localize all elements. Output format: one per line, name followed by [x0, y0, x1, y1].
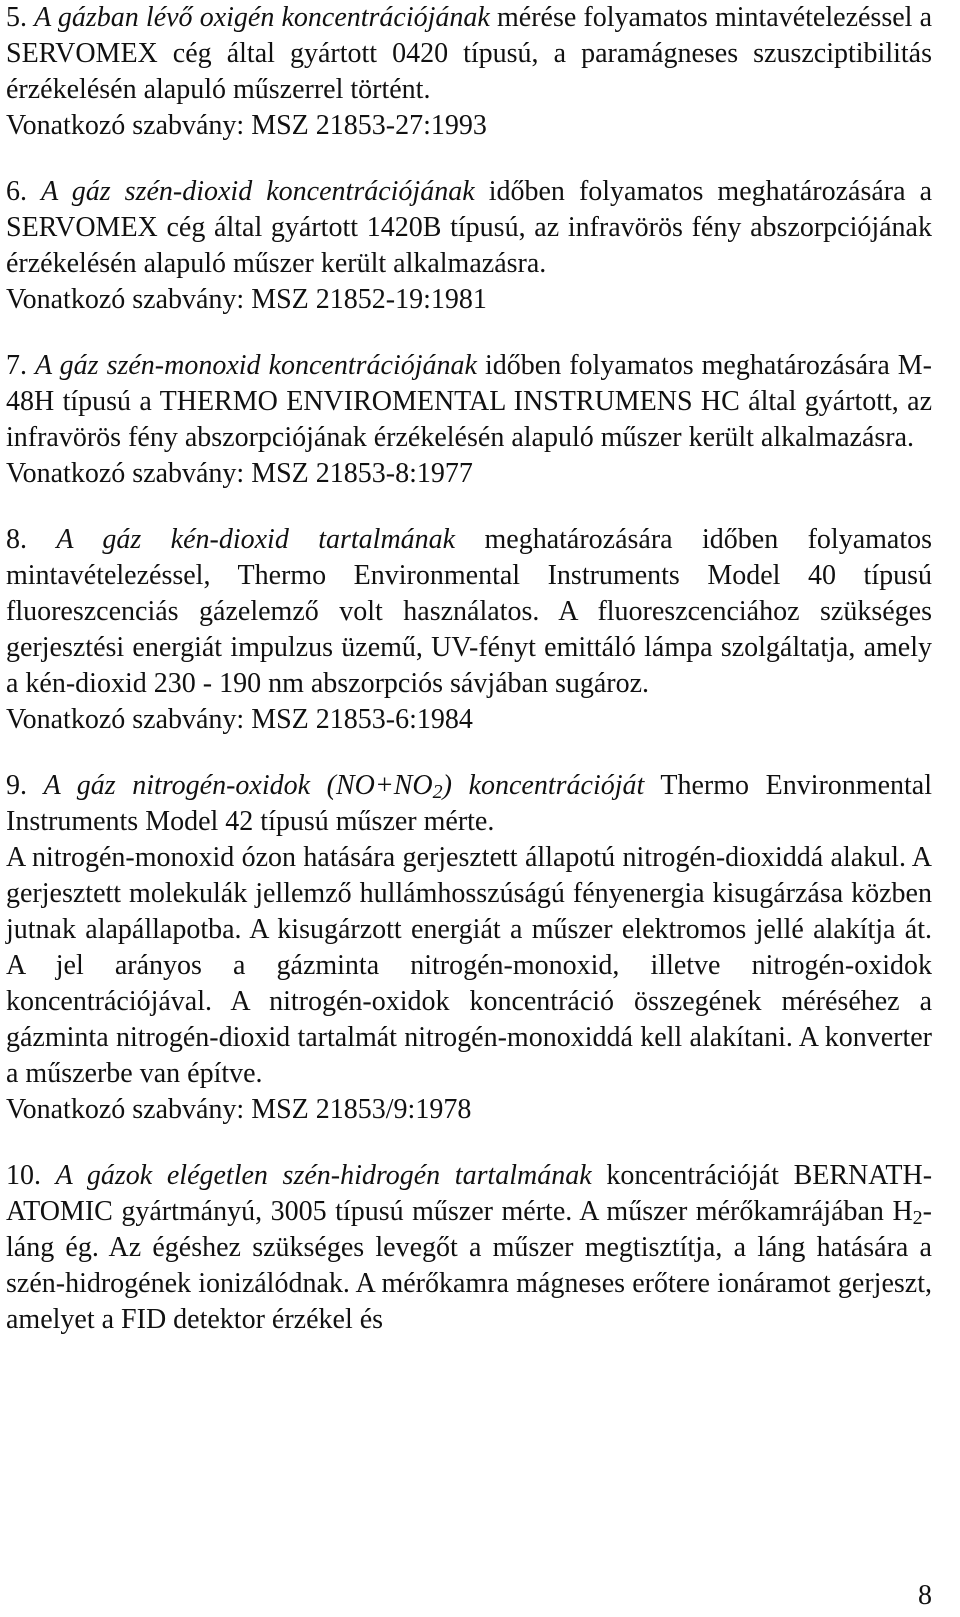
- item-5-paragraph: [6, 0, 932, 108]
- item-text: meghatározására időben folyamatos mintavételezéssel, Thermo Environmental Instruments Model 40 típusú fluoreszcenciás gázelemző volt használatos. A fluoreszcenciához szükséges gerjesztési energiát impulzus üzemű, UV-fényt emittáló lámpa szolgáltatja, amely a kén-dioxid 230 - 190 nm abszorpciós sávjában sugároz.: [6, 524, 932, 699]
- standard-reference: Vonatkozó szabvány: MSZ 21853-6:1984: [6, 704, 473, 735]
- item-number: 7.: [6, 350, 27, 381]
- item-lead: A gáz szén-monoxid koncentrációjának: [35, 350, 477, 381]
- item-text: időben folyamatos meghatározására a SERVOMEX cég által gyártott 1420B típusú, az infravörös fény abszorpciójának érzékelésén alapuló műszer került alkalmazásra.: [6, 176, 932, 279]
- item-number: 9.: [6, 770, 27, 801]
- standard-reference: Vonatkozó szabvány: MSZ 21852-19:1981: [6, 284, 487, 315]
- item-9-paragraph: [6, 768, 932, 840]
- item-10-paragraph: [6, 1158, 932, 1338]
- item-7-paragraph: [6, 348, 932, 456]
- item-10: [6, 1158, 932, 1338]
- item-lead-part: ) koncentrációját: [442, 770, 645, 801]
- item-text: koncentrációját BERNATH-ATOMIC gyártmányú, 3005 típusú műszer mérte. A műszer mérőkamrájában H: [6, 1160, 933, 1227]
- item-lead-part: A gáz nitrogén-oxidok (NO+NO: [43, 770, 433, 801]
- standard-reference: Vonatkozó szabvány: MSZ 21853/9:1978: [6, 1094, 472, 1125]
- item-7: [6, 348, 932, 492]
- page-number: 8: [918, 1580, 932, 1611]
- item-5: [6, 0, 932, 144]
- item-9-paragraph-2: A nitrogén-monoxid ózon hatására gerjesztett állapotú nitrogén-dioxiddá alakul. A gerjesztett molekulák jellemző hullámhosszúságú fényenergia kisugárzása közben jutnak alapállapotba. A kisugárzott energiát a műszer elektromos jellé alakítja át. A jel arányos a gázminta nitrogén-monoxid, illetve nitrogén-oxidok koncentrációjával. A nitrogén-oxidok koncentráció összegének méréséhez a gázminta nitrogén-dioxid tartalmát nitrogén-monoxiddá kell alakítani. A konverter a műszerbe van építve.: [6, 842, 932, 1089]
- item-8: [6, 522, 932, 738]
- item-text: Thermo Environmental Instruments Model 42 típusú műszer mérte.: [6, 770, 932, 837]
- item-lead: A gázok elégetlen szén-hidrogén tartalmának: [55, 1160, 592, 1191]
- item-text: mérése folyamatos mintavételezéssel a SERVOMEX cég által gyártott 0420 típusú, a paramágneses szuszciptibilitás érzékelésén alapuló műszerrel történt.: [6, 2, 932, 105]
- subscript: 2: [912, 1207, 923, 1229]
- item-number: 8.: [6, 524, 27, 555]
- standard-reference: Vonatkozó szabvány: MSZ 21853-8:1977: [6, 458, 473, 489]
- item-number: 5.: [6, 2, 27, 33]
- item-lead: A gáz szén-dioxid koncentrációjának: [41, 176, 475, 207]
- item-lead: A gáz kén-dioxid tartalmának: [56, 524, 456, 555]
- item-text: időben folyamatos meghatározására M-48H típusú a THERMO ENVIROMENTAL INSTRUMENS HC által gyártott, az infravörös fény abszorpciójának érzékelésén alapuló műszer került alkalmazásra.: [6, 350, 932, 453]
- item-9: [6, 768, 932, 1128]
- item-8-paragraph: [6, 522, 932, 702]
- item-6: [6, 174, 932, 318]
- document-page: [6, 0, 932, 1338]
- item-lead: A gázban lévő oxigén koncentrációjának: [34, 2, 490, 33]
- item-lead: [44, 770, 645, 801]
- item-6-paragraph: [6, 174, 932, 282]
- item-text: -láng ég. Az égéshez szükséges levegőt a műszer megtisztítja, a láng hatására a szén-hidrogének ionizálódnak. A mérőkamra mágneses erőtere ionáramot gerjeszt, amelyet a FID detektor érzékel és: [6, 1196, 932, 1335]
- standard-reference: Vonatkozó szabvány: MSZ 21853-27:1993: [6, 110, 487, 141]
- subscript: 2: [432, 781, 443, 803]
- item-number: 10.: [6, 1160, 41, 1191]
- item-number: 6.: [6, 176, 27, 207]
